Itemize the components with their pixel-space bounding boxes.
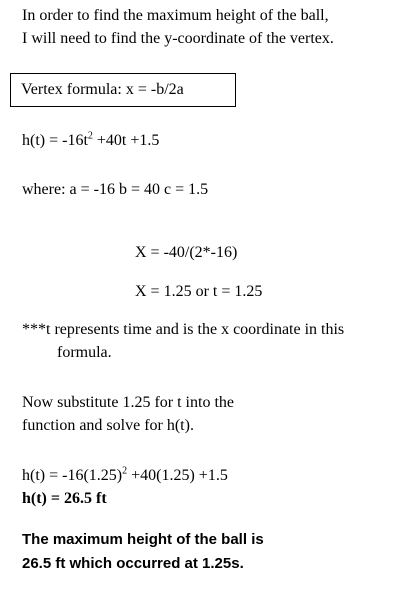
evaluation-suffix: +40(1.25) +1.5 [127,467,228,484]
vertex-formula: Vertex formula: x = -b/2a [21,81,184,98]
function-suffix: +40t +1.5 [92,132,160,149]
substitute-line-2: function and solve for h(t). [22,417,194,434]
substitute-line-1: Now substitute 1.25 for t into the [22,394,234,411]
evaluation-prefix: h(t) = -16(1.25) [22,467,123,484]
intro-line-2: I will need to find the y-coordinate of the vertex. [22,30,334,47]
evaluation [22,466,228,486]
calc-step-1: X = -40/(2*-16) [135,244,238,261]
function-definition [22,131,159,151]
function-exponent: 2 [87,130,93,142]
coefficients: where: a = -16 b = 40 c = 1.5 [22,181,209,198]
evaluation-result: h(t) = 26.5 ft [22,490,107,507]
function-prefix: h(t) = -16t [22,132,88,149]
vertex-formula-box [10,73,236,107]
note-line-1: ***t represents time and is the x coordinate in this [22,321,345,338]
conclusion-line-2: 26.5 ft which occurred at 1.25s. [22,555,244,572]
evaluation-exponent: 2 [122,465,128,477]
conclusion-line-1: The maximum height of the ball is [22,531,264,548]
calc-step-2: X = 1.25 or t = 1.25 [135,283,263,300]
intro-line-1: In order to find the maximum height of the ball, [22,7,329,24]
note-line-2: formula. [57,344,112,361]
